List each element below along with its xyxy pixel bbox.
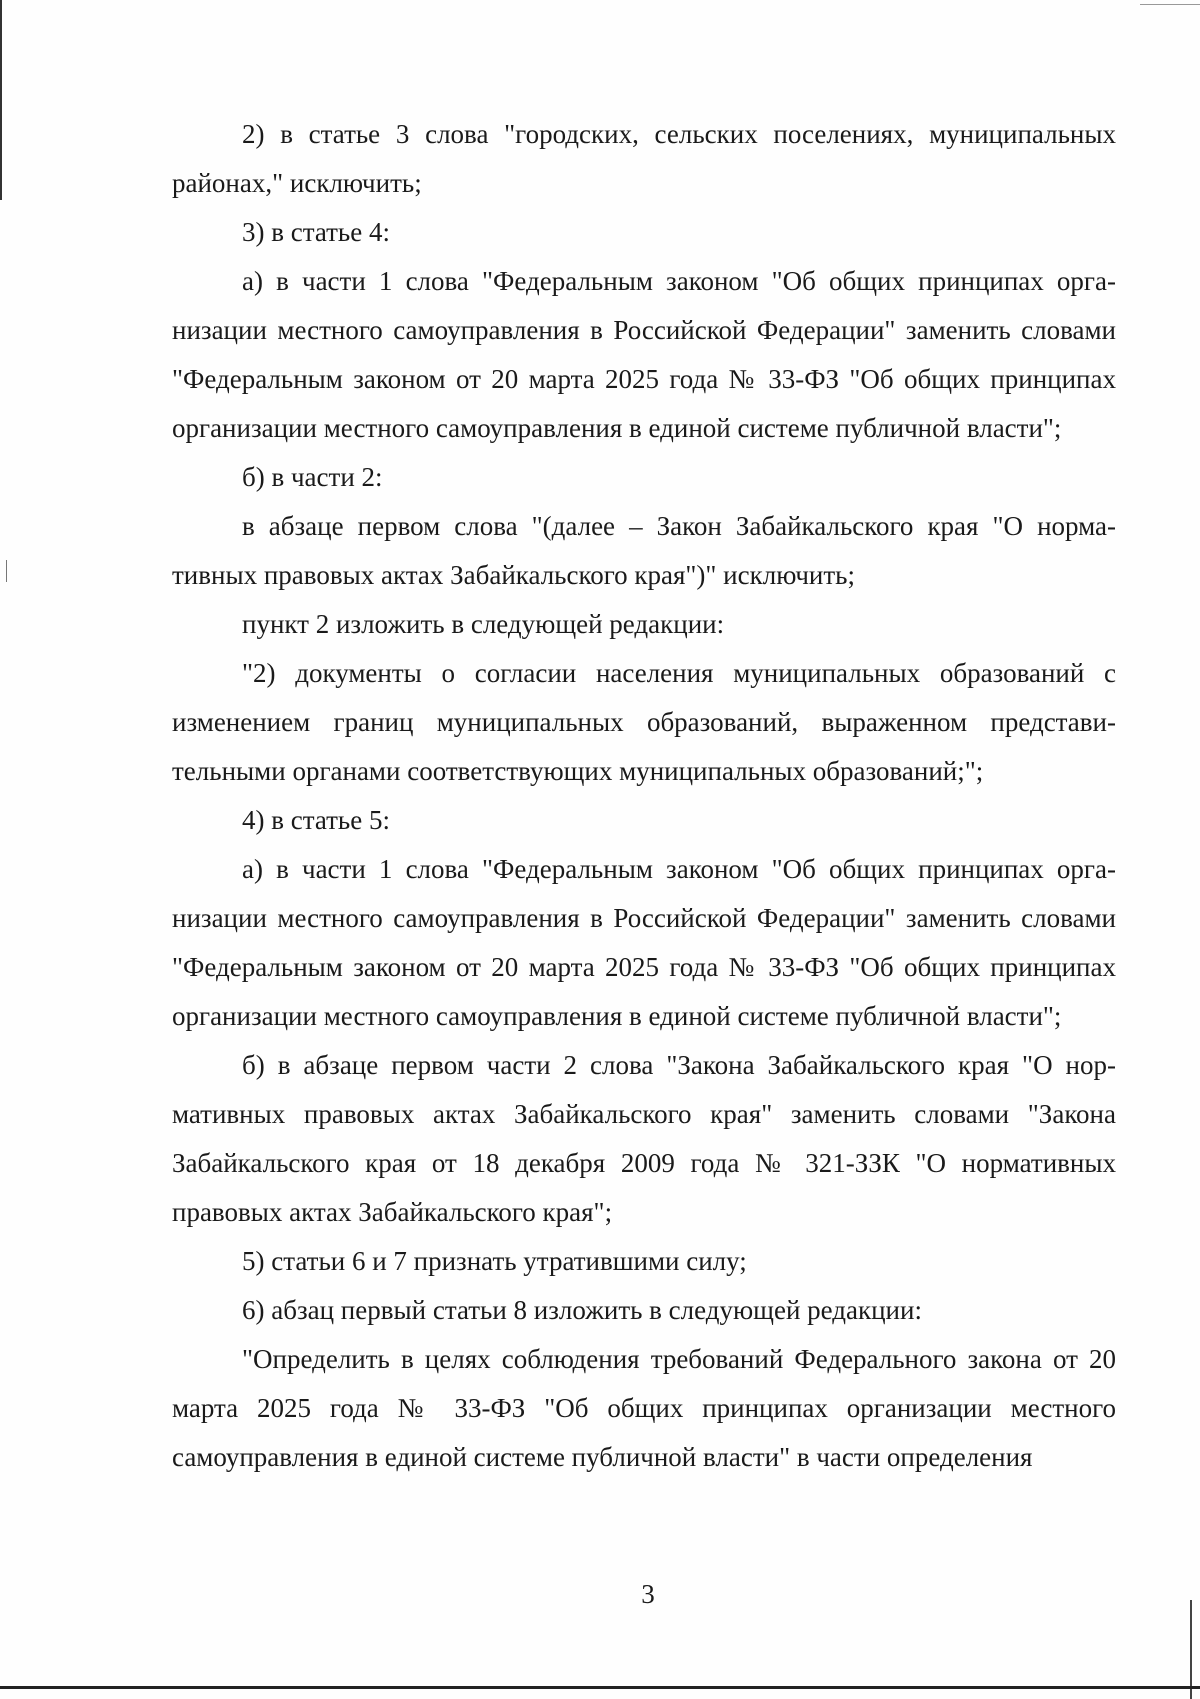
paragraph-subitem-punkt-2: пункт 2 изложить в следующей редакции:: [242, 609, 725, 639]
paragraph-item-5: 5) статьи 6 и 7 признать утратившими силу;: [242, 1246, 747, 1276]
scan-edge-right: [1190, 1600, 1192, 1699]
paragraph-item-3a: а) в части 1 слова "Федеральным законом "Об общих принципах организации местного самоуправления в Российской Федерации" заменить словами "Федеральным законом от 20 марта 2025 года № 33-ФЗ "Об общих принципах организации местного самоуправления в единой системе публичной власти";: [172, 266, 1116, 443]
page-number: 3: [641, 1579, 655, 1609]
scan-mark: [6, 560, 7, 582]
paragraph-item-4a: а) в части 1 слова "Федеральным законом "Об общих принципах организации местного самоуправления в Российской Федерации" заменить словами "Федеральным законом от 20 марта 2025 года № 33-ФЗ "Об общих принципах организации местного самоуправления в единой системе публичной власти";: [172, 854, 1116, 1031]
paragraph-subitem-first-abzac: в абзаце первом слова "(далее – Закон Забайкальского края "О нормативных правовых актах Забайкальского края")" исключить;: [172, 511, 1116, 590]
scan-edge-left: [0, 0, 2, 200]
paragraph-item-4b: б) в абзаце первом части 2 слова "Закона Забайкальского края "О нормативных правовых актах Забайкальского края" заменить словами "Закона Забайкальского края от 18 декабря 2009 года № 321-ЗЗК "О нормативных правовых актах Забайкальского края";: [172, 1050, 1116, 1227]
paragraph-item-6: 6) абзац первый статьи 8 изложить в следующей редакции:: [242, 1295, 922, 1325]
paragraph-quoted-punkt-2: "2) документы о согласии населения муниципальных образований с изменением границ муниципальных образований, выраженном представительными органами соответствующих муниципальных образований;";: [172, 658, 1116, 786]
paragraph-quoted-statya-8: "Определить в целях соблюдения требований Федерального закона от 20 марта 2025 года № 33-ФЗ "Об общих принципах организации местного самоуправления в единой системе публичной власти" в части определения: [172, 1344, 1116, 1472]
document-body: [172, 110, 1116, 1482]
paragraph-item-3: 3) в статье 4:: [242, 217, 390, 247]
paragraph-item-2: 2) в статье 3 слова "городских, сельских поселениях, муниципальных районах," исключить;: [172, 119, 1116, 198]
paragraph-item-4: 4) в статье 5:: [242, 805, 390, 835]
paragraph-item-3b: б) в части 2:: [242, 462, 383, 492]
scan-edge-top: [1140, 4, 1200, 5]
scan-edge-bottom: [0, 1686, 1200, 1689]
